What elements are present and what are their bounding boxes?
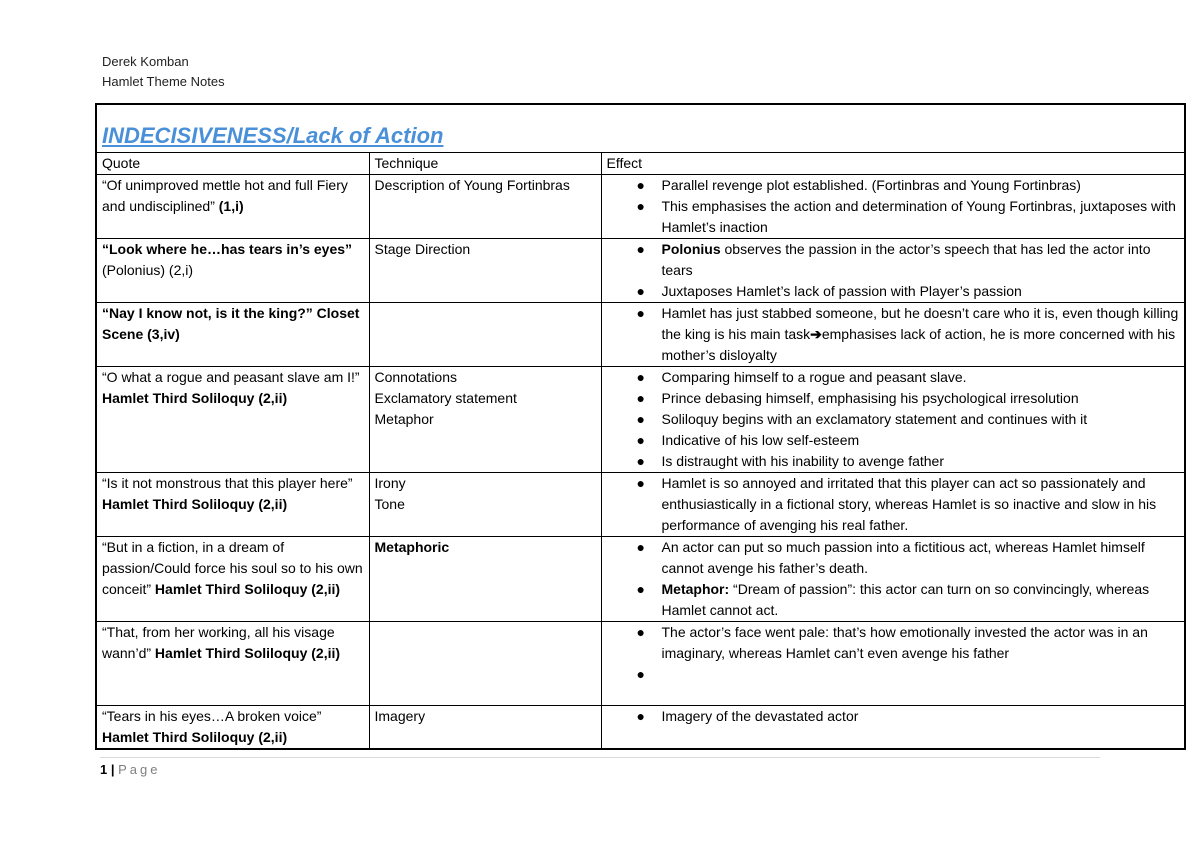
text-run: An actor can put so much passion into a fictitious act, whereas Hamlet himself cannot avenge his father’s death.	[661, 539, 1145, 576]
table-row	[96, 239, 1185, 303]
effect-text	[662, 390, 1079, 406]
text-run: Hamlet Third Soliloquy (2,ii)	[102, 390, 288, 406]
effect-list	[607, 537, 1181, 621]
bullet-icon: ●	[636, 666, 645, 682]
text-run: emphasises lack of action, he is more concerned with his mother’s disloyalty	[661, 326, 1176, 363]
effect-text	[662, 305, 1179, 363]
technique-cell	[369, 303, 601, 367]
effect-item	[607, 579, 1181, 621]
footer-divider	[100, 757, 1100, 758]
text-run: Hamlet is so annoyed and irritated that this player can act so passionately and enthusiastically in a fictional story, whereas Hamlet is so inactive and slow in his performance of avenging his real father.	[661, 475, 1157, 533]
effect-text	[662, 708, 859, 724]
bullet-icon: ●	[636, 453, 645, 469]
footer-separator: |	[110, 762, 115, 777]
effect-text	[662, 411, 1088, 427]
effect-text	[662, 475, 1157, 533]
effect-item	[607, 409, 1181, 430]
effect-item	[607, 706, 1181, 727]
effect-text	[662, 453, 945, 469]
text-run: Imagery	[374, 708, 426, 724]
text-run: Tone	[374, 496, 405, 512]
text-run: Stage Direction	[374, 241, 471, 257]
bullet-icon: ●	[636, 411, 645, 427]
page-number: 1	[100, 762, 108, 777]
effect-item	[607, 451, 1181, 472]
effect-cell	[601, 537, 1185, 622]
text-run: Hamlet Third Soliloquy (2,ii)	[102, 729, 288, 745]
effect-item	[607, 664, 1181, 685]
technique-cell	[369, 706, 601, 750]
effect-cell	[601, 239, 1185, 303]
text-run: ➔	[810, 326, 822, 342]
quote-cell	[96, 622, 369, 706]
table-row	[96, 367, 1185, 473]
quote-cell	[96, 473, 369, 537]
text-run: Hamlet Third Soliloquy (2,ii)	[102, 496, 288, 512]
effect-list	[607, 239, 1181, 302]
bullet-icon: ●	[636, 241, 645, 257]
quote-cell	[96, 537, 369, 622]
effect-list	[607, 706, 1181, 727]
effect-text	[662, 624, 1148, 661]
text-run: “Of unimproved mettle hot and full Fiery and undisciplined”	[102, 177, 348, 214]
column-header-technique: Technique	[369, 153, 601, 175]
column-header-quote: Quote	[96, 153, 369, 175]
effect-item	[607, 430, 1181, 451]
quote-cell	[96, 706, 369, 750]
bullet-icon: ●	[636, 283, 645, 299]
bullet-icon: ●	[636, 177, 645, 193]
table-title-cell	[96, 104, 1185, 153]
effect-item	[607, 388, 1181, 409]
effect-text	[662, 241, 1151, 278]
text-run: “Dream of passion”: this actor can turn on so convincingly, whereas Hamlet cannot act.	[661, 581, 1150, 618]
table-row	[96, 175, 1185, 239]
text-run: Imagery of the devastated actor	[661, 708, 859, 724]
bullet-icon: ●	[636, 708, 645, 724]
table-row	[96, 473, 1185, 537]
author-name: Derek Komban	[102, 54, 189, 69]
effect-cell	[601, 175, 1185, 239]
effect-text	[662, 581, 1150, 618]
effect-cell	[601, 367, 1185, 473]
bullet-icon: ●	[636, 624, 645, 640]
text-run: “Nay I know not, is it the king?” Closet Scene (3,iv)	[102, 305, 360, 342]
bullet-icon: ●	[636, 539, 645, 555]
table-row	[96, 622, 1185, 706]
table-row	[96, 303, 1185, 367]
bullet-icon: ●	[636, 581, 645, 597]
effect-text	[662, 177, 1081, 193]
text-run: This emphasises the action and determination of Young Fortinbras, juxtaposes with Hamlet’s inaction	[661, 198, 1176, 235]
effect-text	[662, 539, 1145, 576]
text-run: Irony	[374, 475, 406, 491]
bullet-icon: ●	[636, 305, 645, 321]
quote-cell	[96, 303, 369, 367]
technique-cell	[369, 367, 601, 473]
text-run: Prince debasing himself, emphasising his psychological irresolution	[661, 390, 1079, 406]
text-run: The actor’s face went pale: that’s how emotionally invested the actor was in an imaginary, whereas Hamlet can’t even avenge his father	[661, 624, 1148, 661]
bullet-icon: ●	[636, 390, 645, 406]
text-run: Exclamatory statement	[374, 390, 517, 406]
text-run: Indicative of his low self-esteem	[661, 432, 860, 448]
table-title: INDECISIVENESS/Lack of Action	[102, 123, 444, 148]
notes-table-wrapper	[95, 103, 1184, 750]
effect-item	[607, 622, 1181, 664]
effect-text	[662, 369, 967, 385]
text-run: Parallel revenge plot established. (Fortinbras and Young Fortinbras)	[661, 177, 1081, 193]
effect-list	[607, 303, 1181, 366]
document-title: Hamlet Theme Notes	[102, 74, 225, 89]
text-run: Polonius	[661, 241, 721, 257]
text-run: Hamlet has just stabbed someone, but he doesn’t care who it is, even though killing the king is his main task	[661, 305, 1179, 342]
quote-cell	[96, 239, 369, 303]
effect-item	[607, 175, 1181, 196]
column-header-effect: Effect	[601, 153, 1185, 175]
document-header	[102, 52, 225, 92]
text-run: Description of Young Fortinbras	[374, 177, 570, 193]
technique-cell	[369, 175, 601, 239]
effect-list	[607, 622, 1181, 685]
text-run: “O what a rogue and peasant slave am I!”	[102, 369, 360, 385]
technique-cell	[369, 622, 601, 706]
effect-cell	[601, 622, 1185, 706]
bullet-icon: ●	[636, 198, 645, 214]
effect-item	[607, 239, 1181, 281]
quote-cell	[96, 367, 369, 473]
effect-item	[607, 281, 1181, 302]
table-row	[96, 537, 1185, 622]
effect-text	[662, 198, 1176, 235]
effect-cell	[601, 706, 1185, 750]
text-run: observes the passion in the actor’s speech that has led the actor into tears	[661, 241, 1151, 278]
text-run: “That, from her working, all his visage wann’d”	[102, 624, 335, 661]
effect-item	[607, 367, 1181, 388]
effect-text	[662, 283, 1022, 299]
text-run: (1,i)	[218, 198, 244, 214]
effect-item	[607, 537, 1181, 579]
effect-text	[662, 666, 666, 682]
effect-item	[607, 303, 1181, 366]
text-run: Soliloquy begins with an exclamatory statement and continues with it	[661, 411, 1088, 427]
text-run: “Is it not monstrous that this player here”	[102, 475, 353, 491]
text-run: Juxtaposes Hamlet’s lack of passion with Player’s passion	[661, 283, 1022, 299]
effect-cell	[601, 303, 1185, 367]
bullet-icon: ●	[636, 432, 645, 448]
page-label: Page	[118, 762, 161, 777]
effect-cell	[601, 473, 1185, 537]
text-run: Metaphor	[374, 411, 434, 427]
text-run: Hamlet Third Soliloquy (2,ii)	[151, 645, 341, 661]
quote-cell	[96, 175, 369, 239]
page-footer	[100, 762, 161, 777]
effect-item	[607, 196, 1181, 238]
technique-cell	[369, 537, 601, 622]
text-run: (Polonius) (2,i)	[102, 262, 194, 278]
table-header-row	[96, 153, 1185, 175]
technique-cell	[369, 473, 601, 537]
text-run: “But in a fiction, in a dream of passion/Could force his soul so to his own conceit”	[102, 539, 363, 597]
text-run: Connotations	[374, 369, 458, 385]
notes-table	[95, 103, 1186, 750]
table-row	[96, 706, 1185, 750]
text-run: Is distraught with his inability to avenge father	[661, 453, 944, 469]
bullet-icon: ●	[636, 475, 645, 491]
technique-cell	[369, 239, 601, 303]
text-run: Metaphor:	[661, 581, 730, 597]
text-run: Comparing himself to a rogue and peasant slave.	[661, 369, 967, 385]
text-run: “Look where he…has tears in’s eyes”	[102, 241, 353, 257]
effect-list	[607, 175, 1181, 238]
text-run: Hamlet Third Soliloquy (2,ii)	[151, 581, 341, 597]
effect-list	[607, 367, 1181, 472]
effect-list	[607, 473, 1181, 536]
bullet-icon: ●	[636, 369, 645, 385]
text-run: “Tears in his eyes…A broken voice”	[102, 708, 322, 724]
text-run: Metaphoric	[374, 539, 450, 555]
effect-text	[662, 432, 860, 448]
effect-item	[607, 473, 1181, 536]
